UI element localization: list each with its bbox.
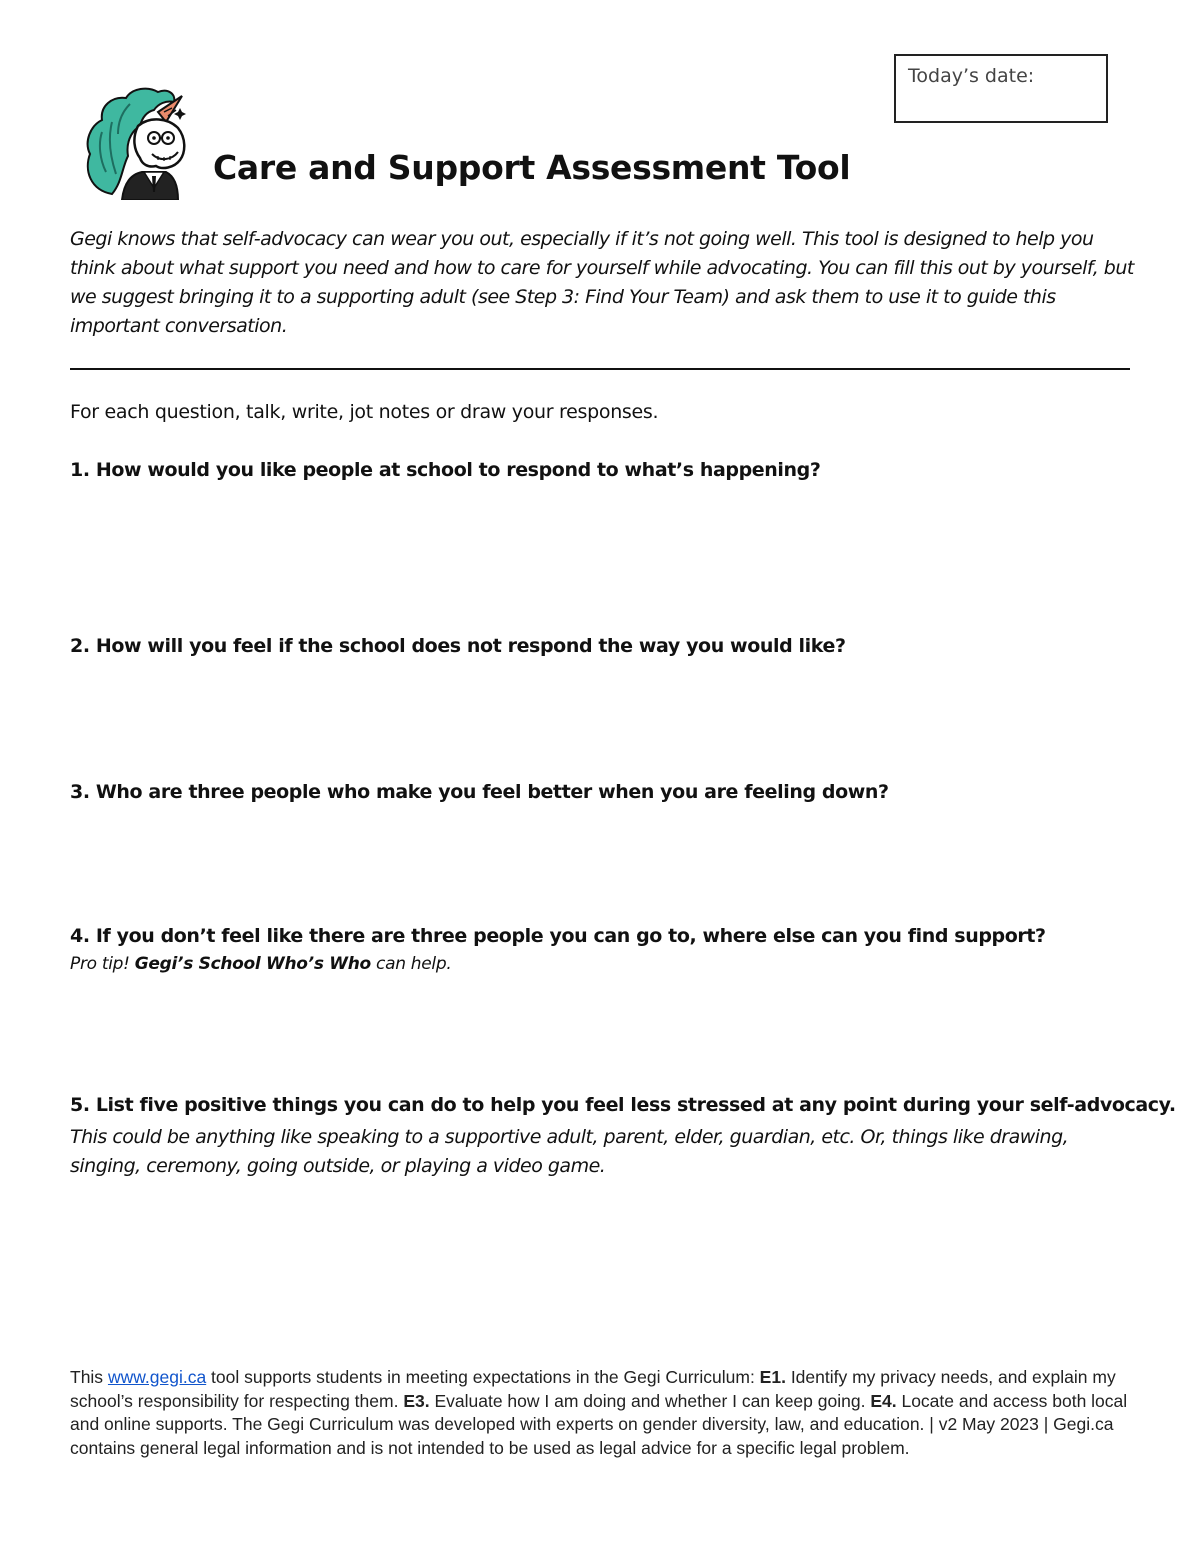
date-box[interactable] — [894, 54, 1108, 123]
instructions: For each question, talk, write, jot notes or draw your responses. — [70, 401, 659, 423]
date-label: Today’s date: — [908, 65, 1035, 87]
question-5: 5. List five positive things you can do to help you feel less stressed at any point during your self-advocacy. — [70, 1094, 1176, 1116]
gegi-link[interactable]: www.gegi.ca — [107, 1367, 207, 1387]
gegi-unicorn-logo — [82, 82, 194, 200]
divider — [70, 368, 1130, 370]
question-5-hint: This could be anything like speaking to a supportive adult, parent, elder, guardian, etc. Or, things like drawing, singing, ceremony, going outside, or playing a video game. — [70, 1126, 1069, 1177]
page-title: Care and Support Assessment Tool — [213, 148, 851, 187]
question-3: 3. Who are three people who make you feel better when you are feeling down? — [70, 781, 889, 803]
whos-who-reference: Gegi’s School Who’s Who — [134, 954, 371, 974]
question-2: 2. How will you feel if the school does not respond the way you would like? — [70, 635, 846, 657]
intro-paragraph: Gegi knows that self-advocacy can wear you out, especially if it’s not going well. This tool is designed to help you think about what support you need and how to care for yourself while advocating. You can fill this out by yourself, but we suggest bringing it to a supporting adult (see Step 3: Find Your Team) and ask them to use it to guide this important conversation. — [70, 228, 1134, 337]
question-4: 4. If you don’t feel like there are three people you can go to, where else can you find support? — [70, 925, 1046, 947]
footer-note: This www.gegi.ca tool supports students in meeting expectations in the Gegi Curriculum: E1. Identify my privacy needs, and explain my school’s responsibility for respecting them. E3. Evaluate how I am doing and whether I can keep going. E4. Locate and access both local and online supports. The Gegi Curriculum was developed with experts on gender diversity, law, and education. | v2 May 2023 | Gegi.ca contains general legal information and is not intended to be used as legal advice for a specific legal problem. — [70, 1367, 1128, 1458]
question-4-tip: Pro tip! Gegi’s School Who’s Who can help. — [70, 954, 452, 974]
question-1: 1. How would you like people at school to respond to what’s happening? — [70, 459, 821, 481]
